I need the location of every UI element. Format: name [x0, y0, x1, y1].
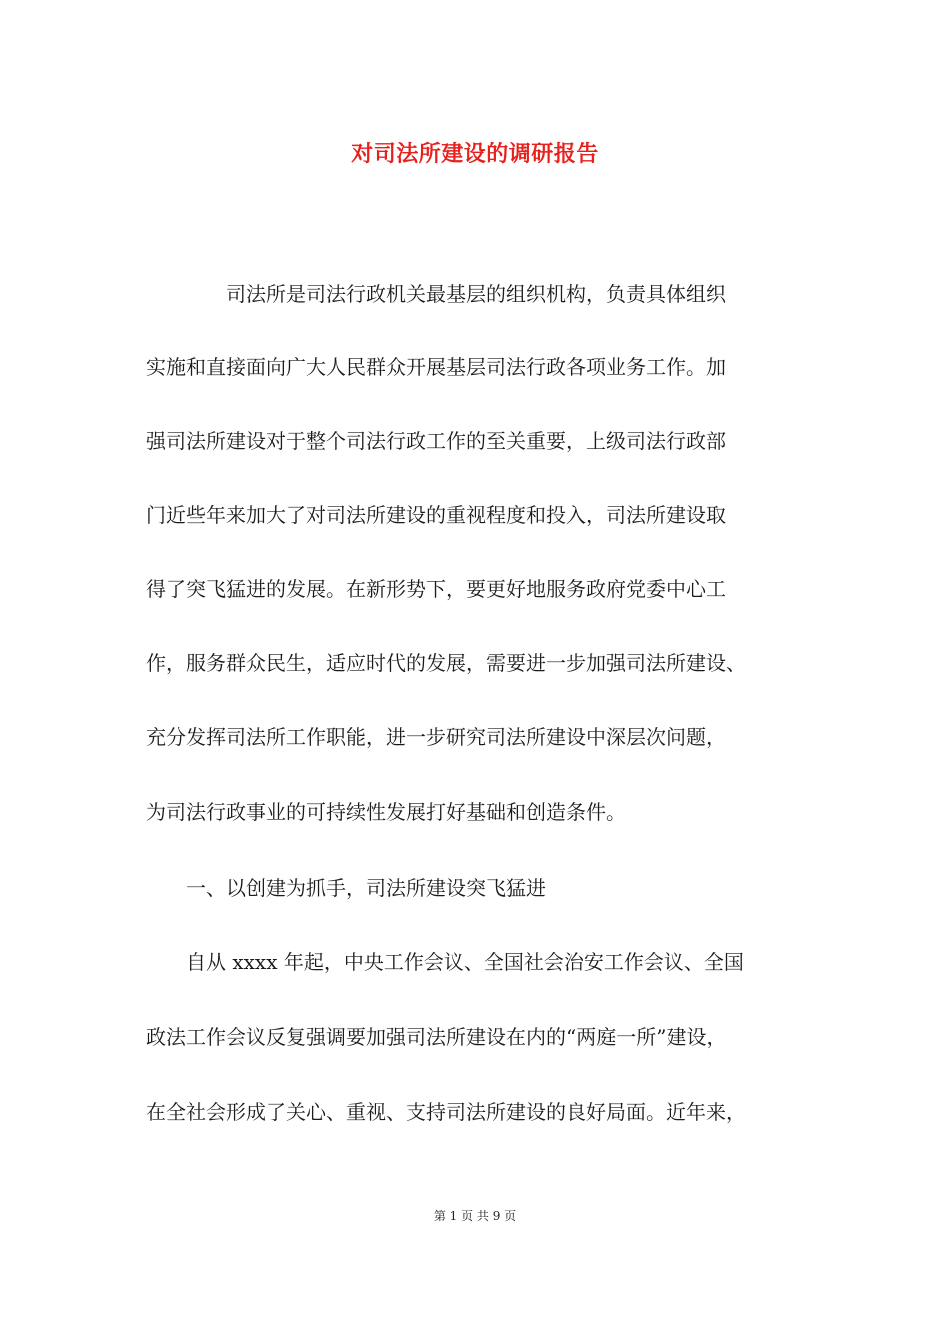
body-line: 门近些年来加大了对司法所建设的重视程度和投入，司法所建设取 — [146, 503, 726, 527]
body-line: 在全社会形成了关心、重视、支持司法所建设的良好局面。近年来， — [146, 1100, 746, 1124]
body-line: 为司法行政事业的可持续性发展打好基础和创造条件。 — [146, 800, 626, 824]
section-heading: 一、以创建为抓手，司法所建设突飞猛进 — [146, 876, 546, 900]
body-line: 得了突飞猛进的发展。在新形势下，要更好地服务政府党委中心工 — [146, 577, 726, 601]
body-line: 充分发挥司法所工作职能，进一步研究司法所建设中深层次问题， — [146, 725, 726, 749]
page-footer: 第 1 页 共 9 页 — [433, 1209, 517, 1223]
body-line: 政法工作会议反复强调要加强司法所建设在内的“两庭一所”建设， — [146, 1025, 727, 1049]
body-line: 司法所是司法行政机关最基层的组织机构，负责具体组织 — [146, 282, 726, 306]
body-line: 自从 xxxx 年起，中央工作会议、全国社会治安工作会议、全国 — [146, 950, 744, 974]
body-line: 作，服务群众民生，适应时代的发展，需要进一步加强司法所建设、 — [146, 651, 746, 675]
body-line: 强司法所建设对于整个司法行政工作的至关重要，上级司法行政部 — [146, 429, 726, 453]
document-title: 对司法所建设的调研报告 — [351, 141, 599, 167]
body-line: 实施和直接面向广大人民群众开展基层司法行政各项业务工作。加 — [146, 355, 726, 379]
